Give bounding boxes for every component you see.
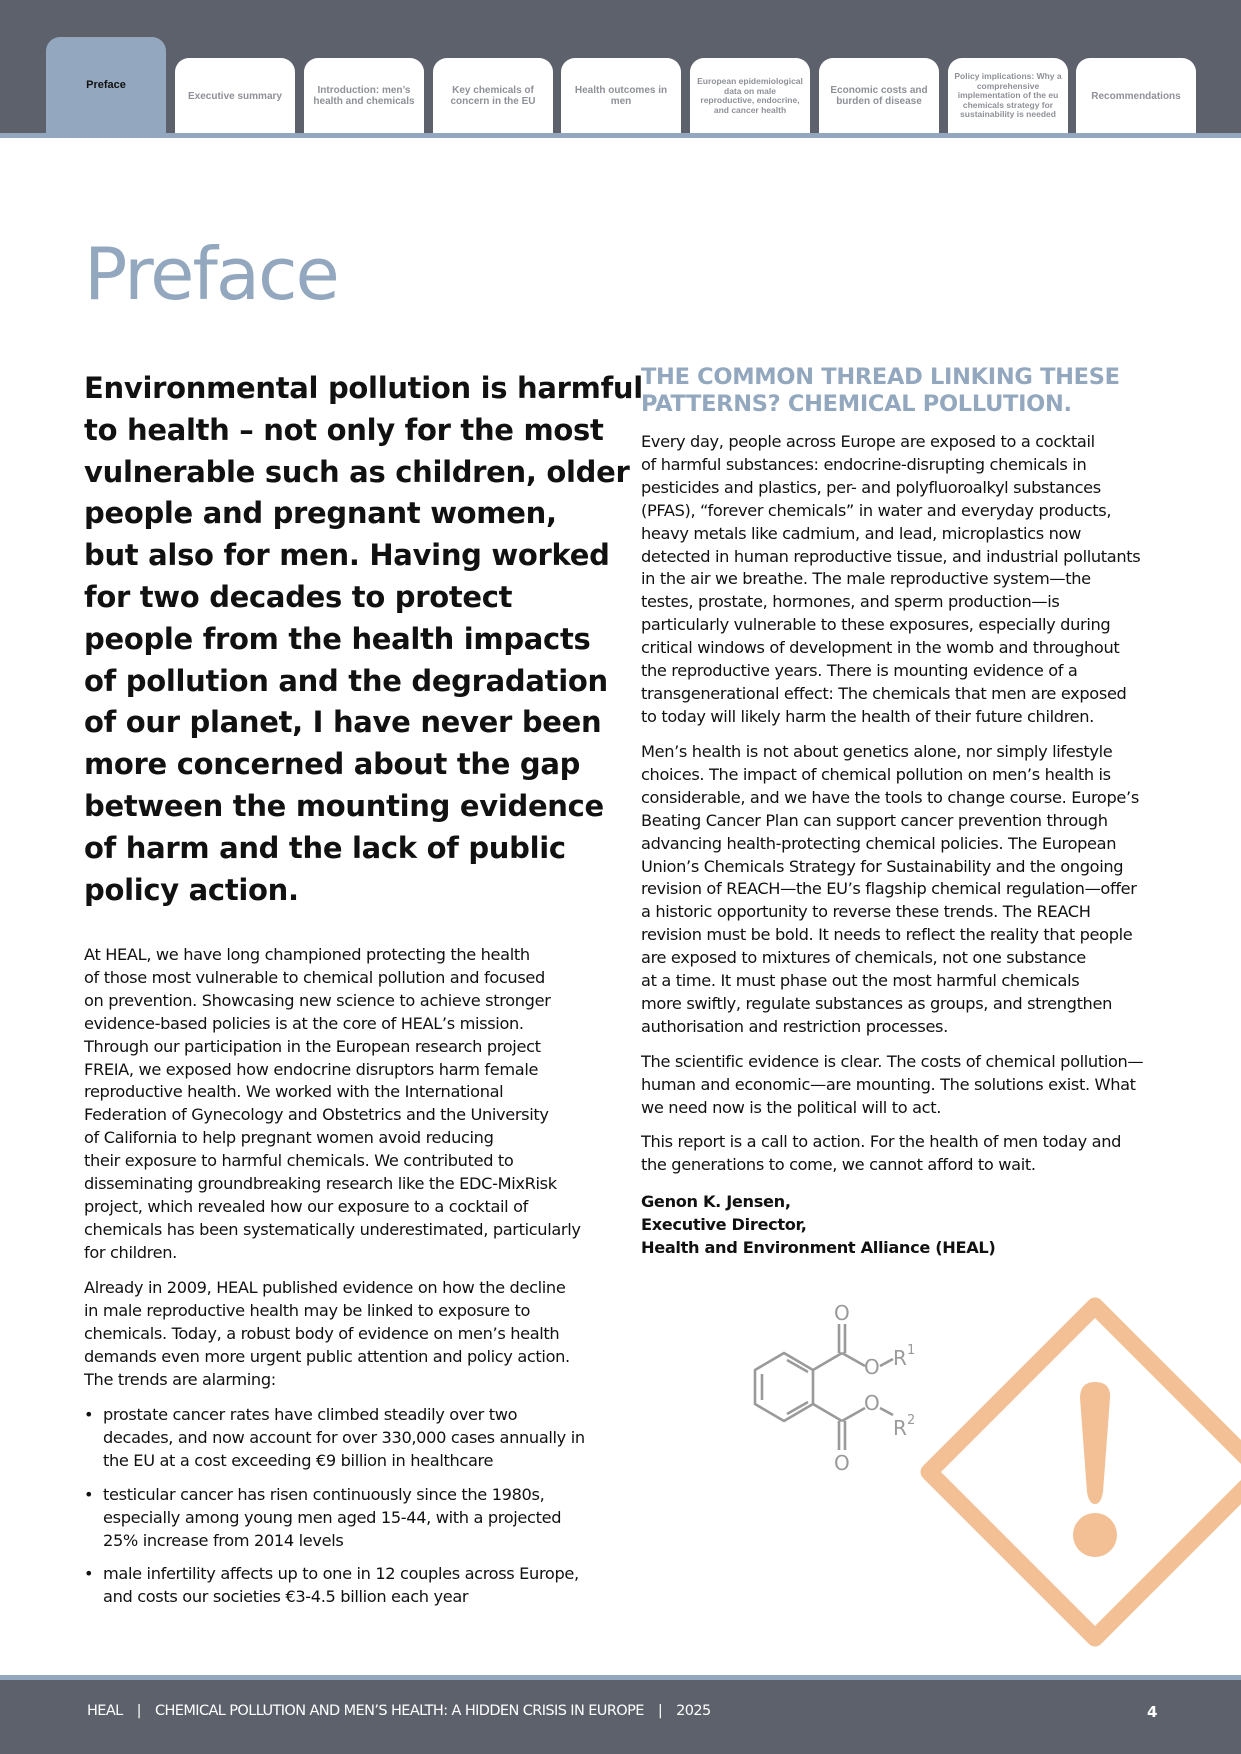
text-line: critical windows of development in the womb and throughout (641, 638, 1120, 658)
bullet-icon: • (84, 1564, 94, 1584)
lead-line: but also for men. Having worked (84, 538, 610, 573)
lead-paragraph (84, 368, 643, 911)
footer-separator: | (136, 1703, 141, 1719)
lead-line: Environmental pollution is harmful (84, 371, 643, 405)
oxygen-label: O (834, 1451, 850, 1475)
chapter-nav-bar (0, 0, 1241, 137)
tab-epidemiological-data[interactable] (690, 58, 810, 134)
oxygen-label: O (864, 1355, 880, 1379)
text-line: The scientific evidence is clear. The costs of chemical pollution— (641, 1052, 1144, 1071)
tab-label: Key chemicals of concern in the EU (450, 85, 536, 107)
text-line: Federation of Gynecology and Obstetrics and the University (84, 1105, 549, 1125)
tab-executive-summary[interactable] (175, 58, 295, 134)
trends-list (84, 1404, 614, 1620)
r1-label: R (893, 1346, 907, 1370)
text-line: of harmful substances: endocrine-disrupting chemicals in (641, 454, 1087, 474)
oxygen-label: O (864, 1391, 880, 1415)
text-line: to today will likely harm the health of their future children. (641, 706, 1094, 726)
bullet-icon: • (84, 1405, 94, 1424)
tab-label: Executive summary (188, 90, 282, 102)
right-paragraph-3 (641, 1051, 1143, 1120)
right-paragraph-1 (641, 431, 1140, 729)
text-line: chemicals. Today, a robust body of evidence on men’s health (84, 1323, 560, 1343)
footer-separator: | (657, 1703, 663, 1719)
text-line: for children. (84, 1242, 177, 1262)
phthalate-molecule-icon (755, 1324, 893, 1450)
text-line: Beating Cancer Plan can support cancer prevention through (641, 810, 1108, 830)
text-line: pesticides and plastics, per- and polyfluoroalkyl substances (641, 477, 1101, 497)
text-line: Every day, people across Europe are exposed to a cocktail (641, 432, 1095, 451)
r1-superscript: 1 (907, 1343, 916, 1358)
r2-superscript: 2 (907, 1413, 916, 1428)
text-line: more swiftly, regulate substances as groups, and strengthen (641, 993, 1112, 1013)
text-line: testes, prostate, hormones, and sperm production—is (641, 592, 1060, 612)
text-line: The trends are alarming: (84, 1369, 276, 1389)
text-line: of California to help pregnant women avoid reducing (84, 1128, 494, 1148)
signature-line: Health and Environment Alliance (HEAL) (641, 1237, 996, 1257)
tab-health-outcomes[interactable] (561, 58, 681, 134)
text-line: we need now is the political will to act. (641, 1097, 941, 1117)
tab-label: Introduction: men’s health and chemicals (313, 85, 415, 107)
lead-line: to health – not only for the most (84, 412, 604, 447)
tab-key-chemicals[interactable] (433, 58, 553, 134)
section-heading (641, 364, 1181, 418)
lead-line: of harm and the lack of public (84, 830, 566, 865)
signature-line: Executive Director, (641, 1214, 807, 1234)
list-item (84, 1484, 614, 1553)
text-line: in the air we breathe. The male reproductive system—the (641, 569, 1091, 589)
tab-introduction[interactable] (304, 58, 424, 134)
lead-line: people from the health impacts (84, 621, 591, 656)
text-line: especially among young men aged 15-44, with a projected (103, 1507, 562, 1527)
page-number: 4 (1147, 1703, 1158, 1721)
text-line: the EU at a cost exceeding €9 billion in healthcare (103, 1450, 494, 1470)
text-line: Through our participation in the European research project (84, 1036, 541, 1056)
text-line: the generations to come, we cannot afford to wait. (641, 1154, 1036, 1174)
right-paragraph-2 (641, 741, 1139, 1039)
exclamation-bar (1080, 1382, 1110, 1504)
text-line: disseminating groundbreaking research like the EDC-MixRisk (84, 1174, 557, 1194)
tab-label: European epidemiological data on male reproductive, endocrine, and cancer health (697, 76, 803, 115)
list-item (84, 1563, 614, 1609)
hazard-diamond (929, 1306, 1241, 1638)
heading-line: PATTERNS? CHEMICAL POLLUTION. (641, 391, 1072, 417)
bond (813, 1404, 842, 1421)
text-line: Union’s Chemicals Strategy for Sustainability and the ongoing (641, 856, 1124, 876)
left-paragraph-1 (84, 944, 614, 1265)
bond (813, 1353, 842, 1370)
text-line: advancing health-protecting chemical policies. The European (641, 833, 1117, 853)
bond (842, 1408, 865, 1421)
text-line: decades, and now account for over 330,000 cases annually in (103, 1427, 585, 1447)
text-line: at a time. It must phase out the most harmful chemicals (641, 971, 1080, 991)
text-line: detected in human reproductive tissue, and industrial pollutants (641, 546, 1141, 566)
tab-preface[interactable] (46, 37, 166, 134)
lead-line: between the mounting evidence (84, 788, 604, 823)
text-line: choices. The impact of chemical pollution on men’s health is (641, 764, 1111, 784)
text-line: reproductive health. We worked with the International (84, 1082, 504, 1102)
text-line: 25% increase from 2014 levels (103, 1530, 344, 1550)
text-line: This report is a call to action. For the health of men today and (641, 1132, 1122, 1151)
text-line: evidence-based policies is at the core of HEAL’s mission. (84, 1013, 524, 1033)
text-line: (PFAS), “forever chemicals” in water and everyday products, (641, 500, 1112, 520)
text-line: project, which revealed how our exposure to a cocktail of (84, 1196, 529, 1216)
r2-label: R (893, 1416, 907, 1440)
text-line: authorisation and restriction processes. (641, 1016, 948, 1036)
text-line: male infertility affects up to one in 12 couples across Europe, (103, 1564, 579, 1584)
text-line: chemicals has been systematically underestimated, particularly (84, 1219, 581, 1239)
text-line: considerable, and we have the tools to change course. Europe’s (641, 787, 1139, 807)
footer-org: HEAL (87, 1703, 123, 1719)
footer-report-title: CHEMICAL POLLUTION AND MEN’S HEALTH: A HIDDEN CRISIS IN EUROPE (154, 1703, 644, 1719)
text-line: testicular cancer has risen continuously since the 1980s, (103, 1484, 545, 1504)
heading-line: THE COMMON THREAD LINKING THESE (641, 364, 1120, 390)
signature-line: Genon K. Jensen, (641, 1192, 791, 1211)
page-footer (0, 1680, 1241, 1754)
hazard-warning-icon (929, 1306, 1241, 1638)
tab-label: Recommendations (1091, 90, 1181, 102)
text-line: transgenerational effect: The chemicals that men are exposed (641, 683, 1127, 703)
text-line: human and economic—are mounting. The solutions exist. What (641, 1074, 1136, 1094)
text-line: demands even more urgent public attention and policy action. (84, 1346, 570, 1366)
text-line: Already in 2009, HEAL published evidence on how the decline (84, 1278, 566, 1297)
tab-label: Preface (86, 79, 126, 91)
text-line: FREIA, we exposed how endocrine disruptors harm female (84, 1059, 539, 1079)
illustration-svg (730, 1290, 1241, 1650)
bullet-icon: • (84, 1484, 94, 1504)
text-line: Men’s health is not about genetics alone, nor simply lifestyle (641, 742, 1113, 761)
text-line: prostate cancer rates have climbed steadily over two (103, 1405, 518, 1424)
text-line: and costs our societies €3-4.5 billion each year (103, 1587, 469, 1607)
lead-line: of pollution and the degradation (84, 663, 608, 698)
bond (842, 1353, 865, 1366)
exclamation-dot (1073, 1513, 1117, 1557)
tab-policy-implications[interactable] (948, 58, 1068, 134)
bond (880, 1408, 893, 1415)
list-item (84, 1404, 614, 1473)
text-line: heavy metals like cadmium, and lead, microplastics now (641, 523, 1081, 543)
tab-label: Economic costs and burden of disease (830, 85, 928, 107)
oxygen-label: O (834, 1301, 850, 1325)
lead-line: people and pregnant women, (84, 496, 557, 531)
text-line: of those most vulnerable to chemical pollution and focused (84, 967, 545, 987)
nav-underline (0, 133, 1241, 138)
lead-line: for two decades to protect (84, 579, 513, 614)
lead-line: policy action. (84, 872, 299, 907)
tab-recommendations[interactable] (1076, 58, 1196, 134)
text-line: revision of REACH—the EU’s flagship chemical regulation—offer (641, 879, 1137, 899)
page-title: Preface (84, 232, 338, 316)
left-paragraph-2 (84, 1277, 614, 1392)
text-line: particularly vulnerable to these exposures, especially during (641, 615, 1111, 635)
text-line: in male reproductive health may be linked to exposure to (84, 1300, 531, 1320)
signature-block (641, 1191, 995, 1260)
tab-label: Health outcomes in men (574, 85, 668, 107)
lead-line: more concerned about the gap (84, 747, 581, 782)
text-line: revision must be bold. It needs to reflect the reality that people (641, 925, 1133, 945)
bond (880, 1359, 893, 1366)
footer-year: 2025 (676, 1703, 711, 1719)
text-line: At HEAL, we have long championed protecting the health (84, 945, 530, 964)
lead-line: vulnerable such as children, older (84, 454, 630, 489)
text-line: on prevention. Showcasing new science to achieve stronger (84, 990, 551, 1010)
footer-running-title (87, 1703, 711, 1719)
text-line: a historic opportunity to reverse these trends. The REACH (641, 902, 1091, 922)
tab-economic-costs[interactable] (819, 58, 939, 134)
text-line: their exposure to harmful chemicals. We contributed to (84, 1151, 514, 1171)
benzene-ring (755, 1353, 813, 1421)
text-line: the reproductive years. There is mounting evidence of a (641, 661, 1078, 681)
right-paragraph-4 (641, 1131, 1121, 1177)
text-line: are exposed to mixtures of chemicals, not one substance (641, 948, 1086, 968)
tab-label: Policy implications: Why a comprehensive implementation of the eu chemicals strategy for sustainability is needed (954, 71, 1062, 120)
lead-line: of our planet, I have never been (84, 705, 602, 740)
illustration (730, 1290, 1241, 1650)
